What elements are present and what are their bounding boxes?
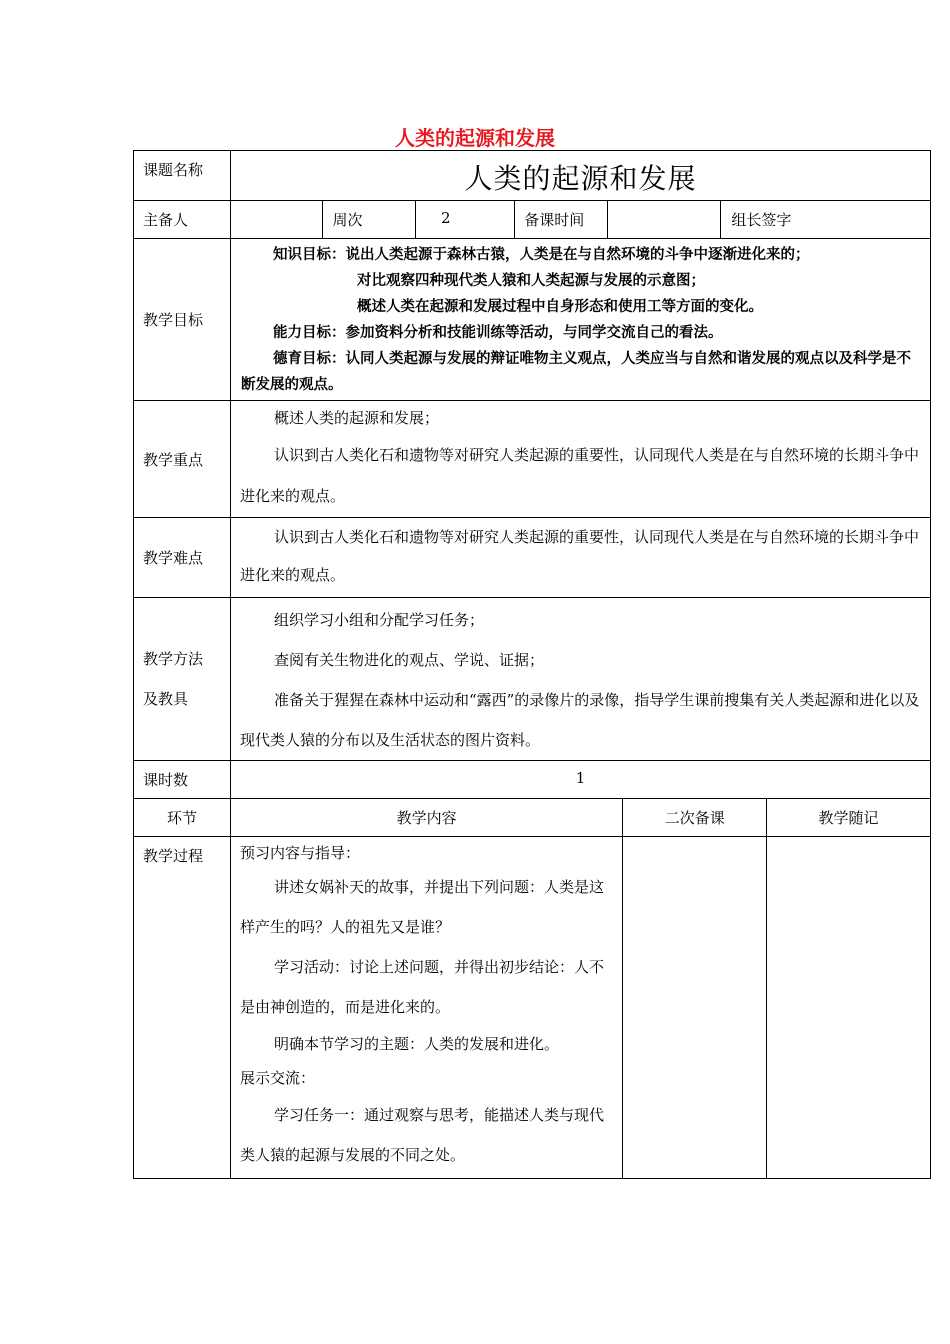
col-stage-header: 环节 — [134, 799, 231, 837]
process-line: 明确本节学习的主题：人类的发展和进化。 — [273, 1035, 559, 1053]
col-content-header: 教学内容 — [230, 799, 622, 837]
topic-row — [134, 151, 931, 201]
preparer-value[interactable] — [230, 201, 323, 239]
process-line: 展示交流： — [239, 1069, 315, 1087]
key-points-content — [230, 401, 930, 518]
second-prep-cell[interactable] — [623, 837, 767, 1179]
difficulties-content — [230, 518, 930, 598]
objective-line: 知识目标：说出人类起源于森林古猿，人类是在与自然环境的斗争中逐渐进化来的； — [272, 246, 810, 263]
objectives-row — [134, 239, 931, 401]
prep-time-value[interactable] — [607, 201, 721, 239]
lesson-plan-table — [133, 150, 931, 1179]
week-label: 周次 — [323, 201, 416, 239]
objective-line: 概述人类在起源和发展过程中自身形态和使用工等方面的变化。 — [356, 298, 763, 315]
process-line: 预习内容与指导： — [239, 844, 360, 862]
methods-row — [134, 598, 931, 761]
difficulties-row — [134, 518, 931, 598]
method-line: 组织学习小组和分配学习任务； — [273, 611, 484, 629]
process-content — [230, 837, 622, 1179]
process-line: 讲述女娲补天的故事，并提出下列问题：人类是这样产生的吗？人的祖先又是谁？ — [239, 878, 604, 936]
preparer-row — [134, 201, 931, 239]
objective-line: 能力目标：参加资料分析和技能训练等活动，与同学交流自己的看法。 — [272, 324, 723, 341]
process-line: 学习任务一：通过观察与思考，能描述人类与现代类人猿的起源与发展的不同之处。 — [239, 1106, 604, 1164]
method-line: 查阅有关生物进化的观点、学说、证据； — [273, 651, 544, 669]
topic-value: 人类的起源和发展 — [230, 151, 930, 201]
process-row — [134, 837, 931, 1179]
process-header-row — [134, 799, 931, 837]
leader-signature — [721, 201, 931, 239]
key-points-row — [134, 401, 931, 518]
process-label: 教学过程 — [134, 837, 231, 1179]
col-second-prep-header: 二次备课 — [623, 799, 767, 837]
notes-cell[interactable] — [767, 837, 931, 1179]
prep-time-label: 备课时间 — [515, 201, 608, 239]
objectives-label: 教学目标 — [134, 239, 231, 401]
objectives-content — [230, 239, 930, 401]
leader-label: 组长签字 — [731, 211, 792, 229]
methods-label-line: 教学方法 — [143, 650, 204, 668]
methods-content — [230, 598, 930, 761]
difficulty-line: 认识到古人类化石和遗物等对研究人类起源的重要性，认同现代人类是在与自然环境的长期斗争中进化来的观点。 — [239, 528, 919, 584]
key-points-label: 教学重点 — [134, 401, 231, 518]
difficulties-label: 教学难点 — [134, 518, 231, 598]
hours-label: 课时数 — [134, 761, 231, 799]
method-line: 准备关于猩猩在森林中运动和“露西”的录像片的录像，指导学生课前搜集有关人类起源和进化以及现代类人猿的分布以及生活状态的图片资料。 — [239, 691, 920, 749]
document-title: 人类的起源和发展 — [395, 126, 555, 150]
process-line: 学习活动：讨论上述问题，并得出初步结论：人不是由神创造的，而是进化来的。 — [239, 958, 604, 1016]
week-value: 2 — [416, 201, 515, 239]
objective-line: 对比观察四种现代类人猿和人类起源与发展的示意图； — [356, 272, 705, 289]
hours-row — [134, 761, 931, 799]
hours-value: 1 — [230, 761, 930, 799]
key-point-line: 概述人类的起源和发展； — [273, 409, 439, 427]
col-notes-header: 教学随记 — [767, 799, 931, 837]
methods-label-line: 及教具 — [143, 690, 189, 708]
methods-label — [134, 598, 231, 761]
preparer-label: 主备人 — [134, 201, 231, 239]
key-point-line: 认识到古人类化石和遗物等对研究人类起源的重要性，认同现代人类是在与自然环境的长期斗争中进化来的观点。 — [239, 446, 919, 505]
objective-line: 德育目标：认同人类起源与发展的辩证唯物主义观点，人类应当与自然和谐发展的观点以及科学是不断发展的观点。 — [240, 350, 911, 393]
topic-label: 课题名称 — [134, 151, 231, 201]
